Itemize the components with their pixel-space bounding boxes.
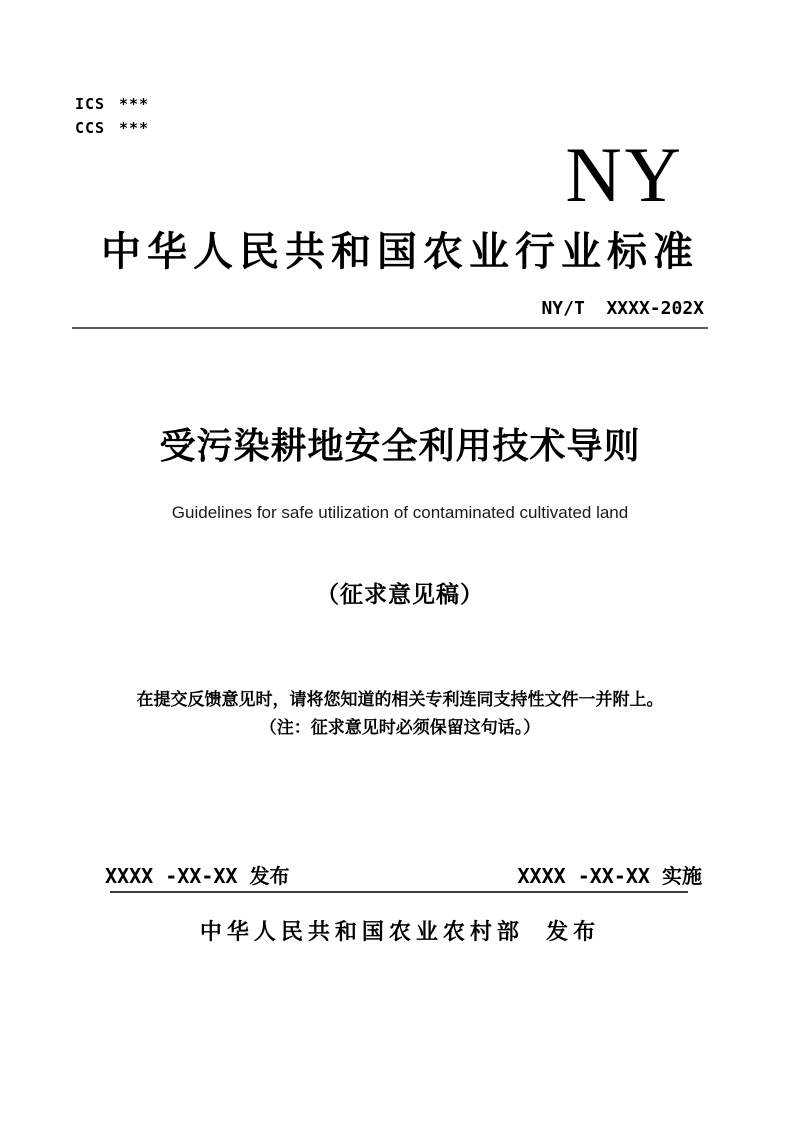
standard-number: NY/T XXXX-202X xyxy=(541,298,704,319)
implementation-date: XXXX -XX-XX 实施 xyxy=(517,864,702,888)
header-divider-line xyxy=(72,327,708,329)
document-title-english: Guidelines for safe utilization of contaminated cultivated land xyxy=(171,503,629,522)
draft-stage-label: （征求意见稿） xyxy=(316,581,484,607)
ccs-label: CCS xyxy=(75,119,106,137)
ics-code-row xyxy=(75,92,149,116)
release-date: XXXX -XX-XX 发布 xyxy=(105,864,290,888)
date-row xyxy=(105,860,702,889)
standard-logo-ny: NY xyxy=(565,131,684,218)
ics-value: *** xyxy=(119,95,150,113)
ics-label: ICS xyxy=(75,95,106,113)
patent-notice-line2: （注：征求意见时必须保留这句话。） xyxy=(259,718,541,737)
standard-series-name: 中华人民共和国农业行业标准 xyxy=(101,230,699,274)
classification-codes xyxy=(75,92,149,140)
footer-divider-line xyxy=(110,891,688,893)
patent-notice xyxy=(0,686,800,742)
patent-notice-line1: 在提交反馈意见时，请将您知道的相关专利连同支持性文件一并附上。 xyxy=(136,690,664,709)
ccs-value: *** xyxy=(119,119,150,137)
ccs-code-row xyxy=(75,116,149,140)
publisher-line: 中华人民共和国农业农村部 发布 xyxy=(199,919,601,944)
document-title-chinese: 受污染耕地安全利用技术导则 xyxy=(159,425,641,466)
